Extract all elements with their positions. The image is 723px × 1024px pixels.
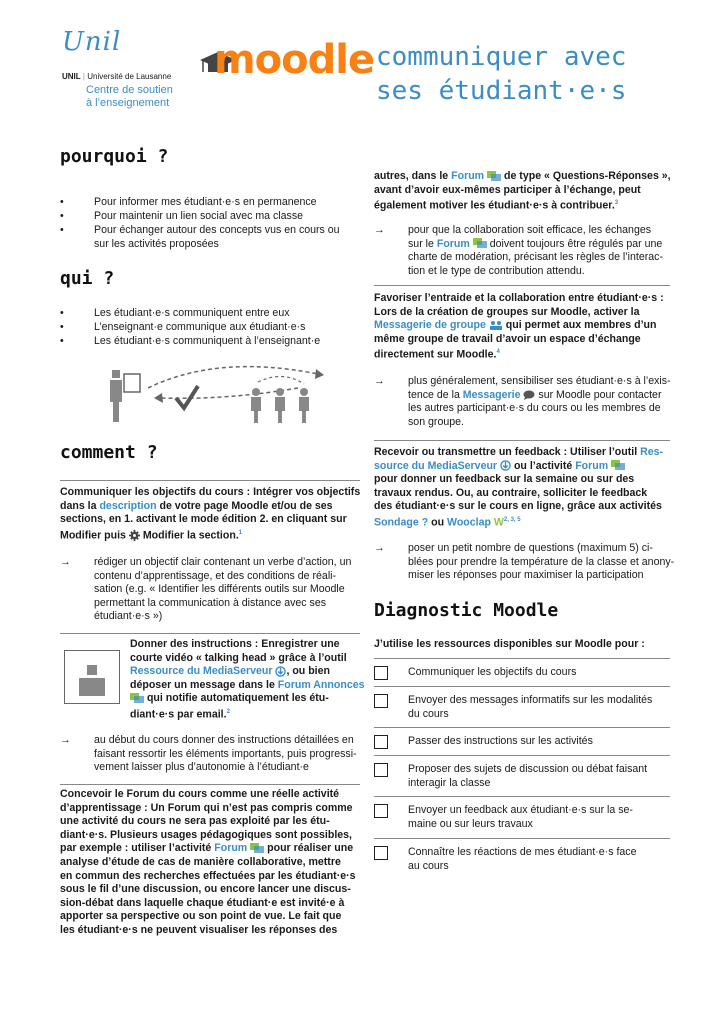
- divider: [374, 686, 670, 687]
- arrow-icon: →: [60, 734, 71, 746]
- checkbox[interactable]: [374, 763, 388, 777]
- unil-abbrev: UNIL: [62, 72, 81, 81]
- divider: [374, 440, 670, 441]
- list-item: • Les étudiant·e·s communiquent entre eux: [60, 307, 290, 319]
- forum-link[interactable]: Forum: [451, 170, 485, 182]
- messagerie-link[interactable]: Messagerie: [462, 388, 521, 401]
- list-item: • L’enseignant·e communique aux étudiant·e·s: [60, 321, 306, 333]
- group-icon: [489, 320, 503, 330]
- comment-heading: comment ?: [60, 442, 158, 463]
- arrow-icon: →: [374, 375, 385, 387]
- qui-heading: qui ?: [60, 268, 115, 289]
- person-icon: [87, 665, 97, 675]
- page-title-line1: communiquer avec: [376, 42, 627, 72]
- arrow-icon: →: [60, 556, 71, 568]
- instructions-block: Donner des instructions : Enregistrer une courte vidéo « talking head » grâce à l’outil Ressource du MediaServeur , ou bien déposer un message dans le Forum Annonces qui notifie automatiquement les étu- diant·e·s par email.$^2$: [130, 638, 365, 721]
- arrow-icon: →: [374, 542, 385, 554]
- centre-name: [86, 84, 173, 110]
- list-item: • Les étudiant·e·s communiquent à l’enseignant·e: [60, 335, 321, 347]
- checklist-item: Communiquer les objectifs du cours: [408, 666, 577, 678]
- divider: [60, 633, 360, 634]
- pourquoi-heading: pourquoi ?: [60, 146, 169, 167]
- objectifs-block: Communiquer les objectifs du cours : Intégrer vos objectifs dans la description de votre page Moodle et/ou de ses sections, en 1. activant le mode édition 2. en cliquant sur Modifier puis Modifier la section.$^1$: [60, 486, 361, 542]
- diagnostic-intro: J’utilise les ressources disponibles sur Moodle pour :: [374, 638, 645, 650]
- checkbox[interactable]: [374, 666, 388, 680]
- unil-subtitle: Université de Lausanne: [87, 72, 172, 81]
- talking-head-thumbnail: [64, 650, 120, 704]
- moodle-logo: [198, 36, 375, 84]
- page-title: [376, 40, 626, 108]
- mediaserveur-link[interactable]: Ressource du MediaServeur: [130, 665, 273, 678]
- checkmark-icon: [176, 386, 198, 408]
- teacher-figure: [110, 370, 140, 422]
- list-item: • Pour échanger autour des concepts vus en cours ou sur les activités proposées: [60, 224, 340, 250]
- communication-illustration: [108, 360, 338, 430]
- forum-link[interactable]: Forum: [214, 842, 248, 855]
- forum-icon: [250, 843, 264, 854]
- feedback-block: Recevoir ou transmettre un feedback : Utiliser l’outil Res- source du MediaServeur ou l’activité Forum pour donner un feedback sur la semaine ou sur des travaux rendus. Ou, au contraire, solliciter le feedback des étudiant·e·s sur le cours en ligne, grâce aux activités Sondage ? ou Wooclap W$^{2, 3, 5}$: [374, 446, 664, 529]
- divider: [374, 285, 670, 286]
- forum-annonces-link[interactable]: Forum Annonces: [277, 678, 365, 691]
- divider: [374, 658, 670, 659]
- forum-link[interactable]: Forum: [436, 237, 470, 250]
- checklist-item: Passer des instructions sur les activités: [408, 735, 593, 747]
- checklist-item: Connaître les réactions de mes étudiant·e·s face au cours: [408, 846, 637, 872]
- chat-bubble-icon: [523, 390, 535, 400]
- forum-continuation: autres, dans le Forum de type « Questions-Réponses », avant d’avoir eux-mêmes participer à l’échange, peut également motiver les étudiant·e·s à contribuer.$^3$: [374, 170, 671, 212]
- messagerie-groupe-link[interactable]: Messagerie de groupe: [374, 319, 486, 332]
- divider: [374, 755, 670, 756]
- checkbox[interactable]: [374, 694, 388, 708]
- mediaserveur-icon: [500, 460, 511, 471]
- checklist-item: Proposer des sujets de discussion ou débat faisant interagir la classe: [408, 763, 648, 789]
- moodle-wordmark: moodle: [214, 37, 375, 83]
- forum-icon: [611, 460, 625, 471]
- unil-logo: [62, 27, 122, 57]
- wooclap-icon: W: [493, 516, 504, 529]
- list-item: • Pour maintenir un lien social avec ma classe: [60, 210, 304, 222]
- checklist-item: Envoyer un feedback aux étudiant·e·s sur la se- maine ou sur leurs travaux: [408, 804, 633, 830]
- list-item: • Pour informer mes étudiant·e·s en permanence: [60, 196, 317, 208]
- divider: [60, 480, 360, 481]
- centre-line2: à l’enseignement: [86, 97, 170, 109]
- checkbox[interactable]: [374, 846, 388, 860]
- unil-logo-script: Unil: [62, 27, 122, 57]
- divider: [374, 838, 670, 839]
- mediaserveur-link[interactable]: Res-: [640, 446, 664, 458]
- unil-label: UNIL | Université de Lausanne: [62, 72, 172, 81]
- forum-link[interactable]: Forum: [575, 459, 609, 472]
- wooclap-link[interactable]: Wooclap: [447, 516, 491, 529]
- mediaserveur-icon: [275, 666, 286, 677]
- divider: [60, 784, 360, 785]
- forum-icon: [487, 171, 501, 182]
- forum-icon: [130, 693, 144, 704]
- checklist-item: Envoyer des messages informatifs sur les modalités du cours: [408, 694, 653, 720]
- question-icon: ?: [421, 516, 429, 529]
- arrow-icon: →: [374, 224, 385, 236]
- forum-icon: [473, 238, 487, 249]
- students-figure: [251, 388, 309, 423]
- forum-block: Concevoir le Forum du cours comme une réelle activité d’apprentissage : Un Forum qui n’est pas compris comme une activité du cours ne sera pas exploité par les étu- diant·e·s. Plusieurs usages pédagogiques sont possibles, par exemple : utiliser l’activité Forum pour réaliser une analyse d’étude de cas de manière collaborative, mettre en commun des recherches effectuées par les étudiant·e·s sous le fil d’une discussion, ou encore lancer une discus- sion-débat dans laquelle chaque étudiant·e est invité·e à apporter sa perspective ou son point de vue. Le fait que les étudiant·e·s ne peuvent visualiser les réponses des: [60, 788, 356, 936]
- divider: [374, 727, 670, 728]
- diagnostic-heading: Diagnostic Moodle: [374, 600, 559, 621]
- gear-icon: [129, 530, 140, 541]
- mediaserveur-link[interactable]: source du MediaServeur: [374, 459, 498, 472]
- entraide-block: Favoriser l’entraide et la collaboration entre étudiant·e·s : Lors de la création de groupes sur Moodle, activer la Messagerie de groupe qui permet aux membres d’un même groupe de travail d’avoir un espace d’échange directement sur Moodle.$^4$: [374, 292, 664, 361]
- divider: [374, 796, 670, 797]
- checkbox[interactable]: [374, 804, 388, 818]
- centre-line1: Centre de soutien: [86, 84, 173, 96]
- checkbox[interactable]: [374, 735, 388, 749]
- page-title-line2: ses étudiant·e·s: [376, 76, 627, 106]
- sondage-link[interactable]: Sondage: [374, 516, 419, 529]
- description-link[interactable]: description: [99, 499, 157, 512]
